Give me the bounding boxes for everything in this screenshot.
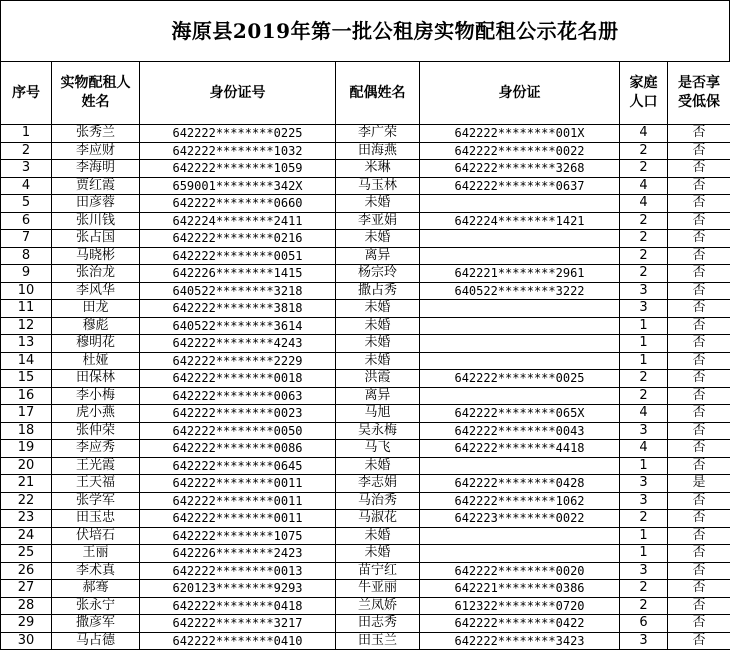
cell-family: 2	[620, 247, 668, 265]
cell-spouse-id: 642222********1062	[420, 492, 620, 510]
cell-spouse-id: 640522********3222	[420, 282, 620, 300]
cell-spouse-id: 642221********2961	[420, 265, 620, 283]
cell-id: 642222********0410	[140, 632, 336, 650]
cell-dibao: 否	[668, 265, 730, 283]
cell-family: 4	[620, 440, 668, 458]
cell-id: 642222********0023	[140, 405, 336, 423]
cell-dibao: 否	[668, 195, 730, 213]
cell-name: 田龙	[52, 300, 140, 318]
cell-spouse-id: 642222********0043	[420, 422, 620, 440]
cell-name: 李术真	[52, 562, 140, 580]
cell-spouse-id: 642222********3423	[420, 632, 620, 650]
table-row	[1, 562, 730, 580]
cell-family: 2	[620, 230, 668, 248]
cell-dibao: 是	[668, 475, 730, 493]
table-row	[1, 597, 730, 615]
cell-id: 642226********2423	[140, 545, 336, 563]
cell-dibao: 否	[668, 125, 730, 143]
cell-name: 田保林	[52, 370, 140, 388]
cell-spouse-id: 642221********0386	[420, 580, 620, 598]
cell-spouse-id: 642222********0428	[420, 475, 620, 493]
table-row	[1, 405, 730, 423]
table-row	[1, 632, 730, 650]
header-name: 实物配租人姓名	[52, 62, 140, 125]
cell-family: 2	[620, 597, 668, 615]
cell-id: 642222********0011	[140, 510, 336, 528]
cell-dibao: 否	[668, 492, 730, 510]
title-row	[0, 0, 730, 62]
cell-id: 642226********1415	[140, 265, 336, 283]
cell-id: 642222********0086	[140, 440, 336, 458]
table-row	[1, 527, 730, 545]
cell-seq: 20	[1, 457, 52, 475]
cell-dibao: 否	[668, 230, 730, 248]
cell-name: 马占德	[52, 632, 140, 650]
cell-dibao: 否	[668, 335, 730, 353]
cell-seq: 21	[1, 475, 52, 493]
table-row	[1, 545, 730, 563]
cell-spouse: 田玉兰	[336, 632, 420, 650]
cell-spouse-id: 642224********1421	[420, 212, 620, 230]
table-row	[1, 615, 730, 633]
cell-spouse: 吴永梅	[336, 422, 420, 440]
cell-seq: 19	[1, 440, 52, 458]
cell-name: 伏培石	[52, 527, 140, 545]
table-row	[1, 440, 730, 458]
cell-name: 李海明	[52, 160, 140, 178]
cell-family: 3	[620, 475, 668, 493]
header-spouse: 配偶姓名	[336, 62, 420, 125]
cell-family: 3	[620, 282, 668, 300]
cell-spouse: 马玉林	[336, 177, 420, 195]
cell-spouse: 撒占秀	[336, 282, 420, 300]
cell-id: 642222********0418	[140, 597, 336, 615]
table-row	[1, 142, 730, 160]
table-row	[1, 300, 730, 318]
cell-name: 王丽	[52, 545, 140, 563]
table-row	[1, 282, 730, 300]
cell-spouse: 未婚	[336, 195, 420, 213]
cell-seq: 24	[1, 527, 52, 545]
table-row	[1, 510, 730, 528]
cell-dibao: 否	[668, 142, 730, 160]
cell-spouse: 未婚	[336, 352, 420, 370]
cell-name: 王天福	[52, 475, 140, 493]
cell-seq: 9	[1, 265, 52, 283]
cell-seq: 27	[1, 580, 52, 598]
cell-seq: 10	[1, 282, 52, 300]
cell-name: 杜娅	[52, 352, 140, 370]
table-row	[1, 387, 730, 405]
cell-family: 4	[620, 125, 668, 143]
header-row	[1, 62, 730, 125]
cell-spouse-id	[420, 317, 620, 335]
cell-dibao: 否	[668, 300, 730, 318]
cell-spouse: 马治秀	[336, 492, 420, 510]
cell-family: 2	[620, 142, 668, 160]
cell-dibao: 否	[668, 580, 730, 598]
cell-spouse: 苗宁红	[336, 562, 420, 580]
cell-dibao: 否	[668, 387, 730, 405]
cell-spouse: 兰凤娇	[336, 597, 420, 615]
cell-id: 642222********0050	[140, 422, 336, 440]
cell-spouse: 离异	[336, 247, 420, 265]
cell-spouse-id: 642222********0422	[420, 615, 620, 633]
cell-seq: 11	[1, 300, 52, 318]
cell-seq: 6	[1, 212, 52, 230]
cell-family: 2	[620, 510, 668, 528]
cell-spouse: 未婚	[336, 317, 420, 335]
cell-id: 620123********9293	[140, 580, 336, 598]
cell-dibao: 否	[668, 317, 730, 335]
cell-family: 3	[620, 632, 668, 650]
cell-spouse: 牛亚丽	[336, 580, 420, 598]
cell-id: 642222********2229	[140, 352, 336, 370]
table-row	[1, 212, 730, 230]
cell-name: 张永宁	[52, 597, 140, 615]
cell-family: 2	[620, 370, 668, 388]
cell-seq: 5	[1, 195, 52, 213]
table-row	[1, 247, 730, 265]
cell-id: 640522********3614	[140, 317, 336, 335]
cell-id: 642222********0051	[140, 247, 336, 265]
cell-spouse-id	[420, 230, 620, 248]
cell-spouse-id	[420, 247, 620, 265]
table-row	[1, 160, 730, 178]
cell-id: 640522********3218	[140, 282, 336, 300]
cell-id: 659001********342X	[140, 177, 336, 195]
cell-spouse: 杨宗玲	[336, 265, 420, 283]
cell-spouse-id: 642222********0020	[420, 562, 620, 580]
table-row	[1, 125, 730, 143]
cell-id: 642222********0011	[140, 492, 336, 510]
table-row	[1, 352, 730, 370]
cell-spouse: 未婚	[336, 230, 420, 248]
cell-dibao: 否	[668, 440, 730, 458]
cell-seq: 14	[1, 352, 52, 370]
cell-family: 3	[620, 300, 668, 318]
cell-spouse: 李志娟	[336, 475, 420, 493]
cell-spouse: 未婚	[336, 545, 420, 563]
cell-spouse: 马飞	[336, 440, 420, 458]
cell-spouse: 米琳	[336, 160, 420, 178]
sheet-title: 海原县2019年第一批公租房实物配租公示花名册	[1, 1, 729, 62]
cell-dibao: 否	[668, 247, 730, 265]
cell-spouse-id	[420, 195, 620, 213]
cell-dibao: 否	[668, 597, 730, 615]
cell-seq: 29	[1, 615, 52, 633]
cell-name: 张占国	[52, 230, 140, 248]
table-row	[1, 177, 730, 195]
table-row	[1, 457, 730, 475]
cell-family: 3	[620, 422, 668, 440]
cell-name: 张治龙	[52, 265, 140, 283]
cell-name: 李应财	[52, 142, 140, 160]
cell-spouse: 马旭	[336, 405, 420, 423]
cell-name: 李小梅	[52, 387, 140, 405]
cell-spouse-id	[420, 545, 620, 563]
cell-spouse-id: 642222********0637	[420, 177, 620, 195]
header-spouse-id: 身份证	[420, 62, 620, 125]
cell-name: 田彦蓉	[52, 195, 140, 213]
cell-spouse: 马淑花	[336, 510, 420, 528]
table-row	[1, 370, 730, 388]
header-family: 家庭人口	[620, 62, 668, 125]
cell-seq: 25	[1, 545, 52, 563]
table-row	[1, 475, 730, 493]
cell-spouse-id: 612322********0720	[420, 597, 620, 615]
cell-dibao: 否	[668, 212, 730, 230]
cell-seq: 18	[1, 422, 52, 440]
cell-name: 张秀兰	[52, 125, 140, 143]
cell-spouse-id: 642222********0022	[420, 142, 620, 160]
cell-spouse: 未婚	[336, 457, 420, 475]
cell-spouse-id: 642223********0022	[420, 510, 620, 528]
cell-name: 虎小燕	[52, 405, 140, 423]
cell-id: 642222********0018	[140, 370, 336, 388]
cell-name: 马晓彬	[52, 247, 140, 265]
table-row	[1, 317, 730, 335]
cell-name: 穆彪	[52, 317, 140, 335]
cell-seq: 1	[1, 125, 52, 143]
cell-id: 642222********0645	[140, 457, 336, 475]
cell-family: 3	[620, 492, 668, 510]
cell-family: 2	[620, 387, 668, 405]
cell-dibao: 否	[668, 282, 730, 300]
cell-seq: 26	[1, 562, 52, 580]
cell-name: 张学军	[52, 492, 140, 510]
cell-family: 2	[620, 265, 668, 283]
cell-spouse-id	[420, 352, 620, 370]
cell-seq: 8	[1, 247, 52, 265]
cell-spouse-id: 642222********001X	[420, 125, 620, 143]
cell-id: 642222********0216	[140, 230, 336, 248]
cell-dibao: 否	[668, 510, 730, 528]
cell-name: 张仲荣	[52, 422, 140, 440]
cell-name: 郝骞	[52, 580, 140, 598]
cell-name: 李应秀	[52, 440, 140, 458]
cell-family: 4	[620, 405, 668, 423]
cell-seq: 2	[1, 142, 52, 160]
cell-id: 642222********1059	[140, 160, 336, 178]
header-seq: 序号	[1, 62, 52, 125]
cell-id: 642222********0063	[140, 387, 336, 405]
roster-body	[1, 125, 730, 650]
cell-seq: 16	[1, 387, 52, 405]
table-row	[1, 230, 730, 248]
cell-id: 642222********0013	[140, 562, 336, 580]
cell-seq: 7	[1, 230, 52, 248]
cell-name: 田玉忠	[52, 510, 140, 528]
cell-seq: 17	[1, 405, 52, 423]
cell-id: 642222********3217	[140, 615, 336, 633]
table-row	[1, 265, 730, 283]
cell-spouse-id	[420, 387, 620, 405]
roster-table	[0, 61, 730, 650]
cell-family: 6	[620, 615, 668, 633]
cell-family: 1	[620, 527, 668, 545]
cell-family: 2	[620, 212, 668, 230]
header-dibao: 是否享受低保	[668, 62, 730, 125]
cell-dibao: 否	[668, 370, 730, 388]
cell-spouse: 离异	[336, 387, 420, 405]
cell-spouse: 未婚	[336, 300, 420, 318]
header-id: 身份证号	[140, 62, 336, 125]
cell-spouse-id	[420, 527, 620, 545]
cell-id: 642222********1032	[140, 142, 336, 160]
cell-dibao: 否	[668, 545, 730, 563]
cell-family: 2	[620, 580, 668, 598]
cell-spouse: 未婚	[336, 335, 420, 353]
cell-id: 642224********2411	[140, 212, 336, 230]
table-row	[1, 195, 730, 213]
cell-family: 4	[620, 195, 668, 213]
cell-name: 王光霞	[52, 457, 140, 475]
cell-dibao: 否	[668, 422, 730, 440]
cell-seq: 28	[1, 597, 52, 615]
cell-name: 撒彦军	[52, 615, 140, 633]
cell-dibao: 否	[668, 160, 730, 178]
cell-dibao: 否	[668, 615, 730, 633]
cell-dibao: 否	[668, 527, 730, 545]
cell-spouse: 洪霞	[336, 370, 420, 388]
cell-id: 642222********0660	[140, 195, 336, 213]
cell-id: 642222********0011	[140, 475, 336, 493]
cell-spouse-id	[420, 335, 620, 353]
cell-family: 4	[620, 177, 668, 195]
cell-id: 642222********1075	[140, 527, 336, 545]
cell-id: 642222********3818	[140, 300, 336, 318]
cell-spouse-id: 642222********3268	[420, 160, 620, 178]
cell-spouse: 未婚	[336, 527, 420, 545]
cell-name: 李风华	[52, 282, 140, 300]
cell-spouse: 李亚娟	[336, 212, 420, 230]
cell-spouse: 田志秀	[336, 615, 420, 633]
cell-id: 642222********0225	[140, 125, 336, 143]
cell-family: 1	[620, 317, 668, 335]
cell-spouse-id	[420, 300, 620, 318]
cell-dibao: 否	[668, 177, 730, 195]
cell-name: 张川钱	[52, 212, 140, 230]
cell-seq: 22	[1, 492, 52, 510]
cell-dibao: 否	[668, 632, 730, 650]
cell-family: 2	[620, 160, 668, 178]
cell-name: 穆明花	[52, 335, 140, 353]
cell-family: 1	[620, 545, 668, 563]
cell-spouse-id: 642222********065X	[420, 405, 620, 423]
cell-spouse-id: 642222********0025	[420, 370, 620, 388]
cell-seq: 15	[1, 370, 52, 388]
cell-dibao: 否	[668, 562, 730, 580]
cell-seq: 23	[1, 510, 52, 528]
cell-seq: 3	[1, 160, 52, 178]
table-row	[1, 580, 730, 598]
cell-spouse: 李广荣	[336, 125, 420, 143]
cell-dibao: 否	[668, 457, 730, 475]
cell-seq: 30	[1, 632, 52, 650]
cell-spouse-id: 642222********4418	[420, 440, 620, 458]
cell-family: 3	[620, 562, 668, 580]
cell-dibao: 否	[668, 352, 730, 370]
cell-id: 642222********4243	[140, 335, 336, 353]
cell-seq: 12	[1, 317, 52, 335]
cell-spouse: 田海燕	[336, 142, 420, 160]
cell-family: 1	[620, 352, 668, 370]
cell-seq: 4	[1, 177, 52, 195]
cell-spouse-id	[420, 457, 620, 475]
cell-seq: 13	[1, 335, 52, 353]
table-row	[1, 335, 730, 353]
cell-dibao: 否	[668, 405, 730, 423]
cell-family: 1	[620, 457, 668, 475]
cell-name: 贾红霞	[52, 177, 140, 195]
table-row	[1, 492, 730, 510]
table-row	[1, 422, 730, 440]
cell-family: 1	[620, 335, 668, 353]
